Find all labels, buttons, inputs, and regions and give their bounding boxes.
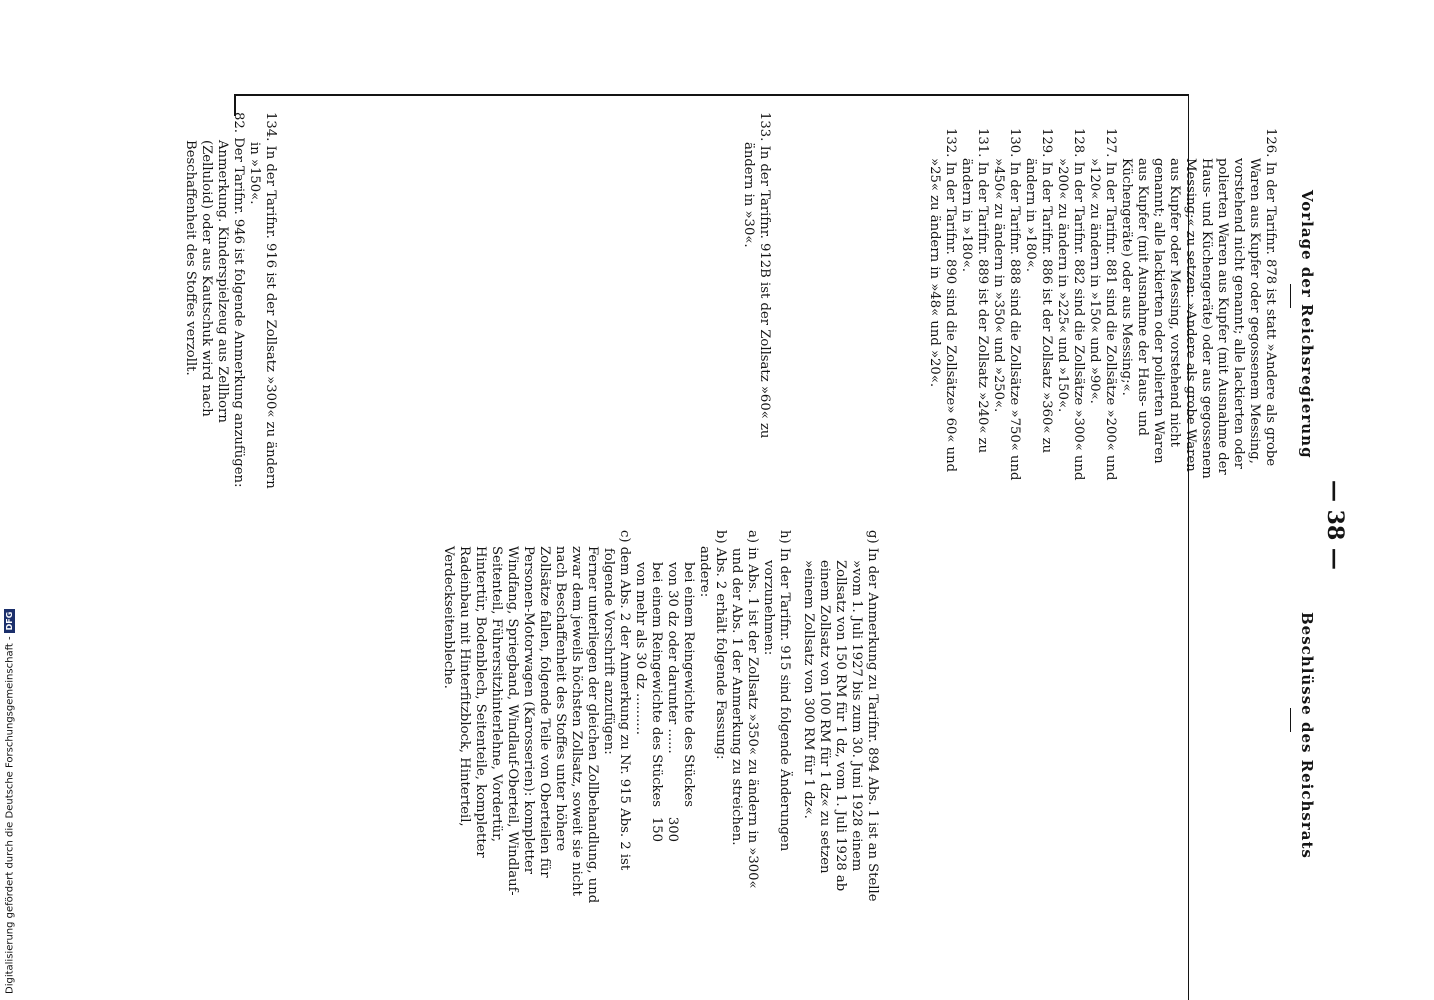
right-column: [440, 530, 880, 910]
item-131: 131. In der Tarifnr. 889 ist der Zollsatz »240« zu ändern in »180«.: [959, 128, 990, 454]
item-133: 133. In der Tarifnr. 912B ist der Zollsatz »60« zu ändern in »30«.: [741, 112, 772, 439]
annotation-note: Anmerkung. Kinderspielzeug aus Zellhorn (Zelluloid) oder aus Kautschuk wird nach Beschaffenheit des Stoffes verzollt.: [183, 140, 230, 423]
item-129: 129. In der Tarifnr. 886 ist der Zollsatz »360« zu ändern in »180«.: [1023, 128, 1054, 454]
page-number: — 38 —: [1322, 480, 1348, 570]
item-h-b-intro: andere:: [697, 546, 712, 598]
header-left: Vorlage der Reichsregierung: [1298, 190, 1316, 459]
item-128: 128. In der Tarifnr. 882 sind die Zollsätze »300« und »200« zu ändern in »225« und »150«.: [1055, 128, 1086, 481]
left-column-item-133: [740, 112, 772, 482]
rate-row-2: bei einem Reingewichte des Stückes von mehr als 30 dz .......... 150: [633, 562, 664, 842]
digitization-footer: Digitalisierung gefördert durch die Deutsche Forschungsgemeinschaft -DFG: [4, 609, 16, 994]
item-130: 130. In der Tarifnr. 888 sind die Zollsätze »750« und »450« zu ändern in »350« und »250«.: [991, 128, 1022, 481]
item-126: 126. In der Tarifnr. 878 ist statt »Andere als grobe Waren aus Kupfer oder gegossenem Messing, vorstehend nicht genannt; alle lackierten oder polierten Waren aus Kupfer (mit Ausnahme der Haus- und Küchengeräte) oder aus gegossenem Messing;« zu setzen: »Andere als grobe Waren aus Kupfer oder Messing, vorstehend nicht genannt; alle lackierten oder polierten Waren aus Kupfer (mit Ausnahme der Haus- und Küchengeräte) oder aus Messing;«.: [1119, 128, 1278, 479]
item-h: h) In der Tarifnr. 915 sind folgende Änderungen vorzunehmen:: [761, 530, 792, 852]
item-127: 127. In der Tarifnr. 881 sind die Zollsätze »200« und »120« zu ändern in »150« und »90«.: [1087, 128, 1118, 481]
item-h-b: b) Abs. 2 erhält folgende Fassung:: [713, 530, 728, 760]
column-divider-horizontal: [234, 94, 1189, 96]
header-right: Beschlüsse des Reichsrats: [1298, 612, 1316, 859]
left-column-lower: [182, 112, 278, 492]
item-132: 132. In der Tarifnr. 890 sind die Zollsätze» 60« und »25« zu ändern in »48« und »20«.: [927, 128, 958, 473]
rate-table: [632, 562, 696, 910]
rate-table-intro: bei einem Reingewichte des Stückes: [681, 562, 696, 808]
header-rule-right: [1290, 708, 1291, 732]
item-h-a: a) in Abs. 1 ist der Zollsatz »350« zu ändern in »300« und der Abs. 1 der Anmerkung zu streichen.: [729, 530, 760, 889]
header-rule-left: [1290, 284, 1291, 308]
item-h-c-text: Ferner unterliegen der gleichen Zollbehandlung, und zwar dem jeweils höchsten Zollsatz, soweit sie nicht nach Beschaffenheit des Stoffes unter höhere Zollsätze fallen, folgende Teile von Oberteilen für Personen-Motorwagen (Karosserien): kompletter Windfang, Spriegband, Windlauf-Oberteil, Windlauf-Seitenteil, Führersitzhinterlehne, Vordertür, Hintertür, Bodenblech, Seitenteile, kompletter Radeinbau mit Hinterfitzblock, Hinterteil, Verdeckseitenbleche.: [441, 546, 600, 904]
rate-row-1: von 30 dz oder darunter ...... 300: [665, 562, 680, 842]
item-134: 134. In der Tarifnr. 916 ist der Zollsatz »300« zu ändern in »150«.: [247, 112, 278, 489]
dfg-logo: DFG: [4, 609, 15, 634]
item-h-c: c) dem Abs. 2 der Anmerkung zu Nr. 915 Abs. 2 ist folgende Vorschrift anzufügen:: [601, 530, 632, 871]
item-82: 82. Der Tarifnr. 946 ist folgende Anmerkung anzufügen:: [231, 112, 246, 488]
left-column-upper: [926, 128, 1278, 488]
item-g: g) In der Anmerkung zu Tarifnr. 894 Abs. 1 ist an Stelle »vom 1. Juli 1927 bis zum 30. Juni 1928 einem Zollsatz von 150 RM für 1 dz, vom 1. Juli 1928 ab einem Zollsatz von 100 RM für 1 dz« zu setzen »einem Zollsatz von 300 RM für 1 dz«.: [801, 530, 880, 902]
